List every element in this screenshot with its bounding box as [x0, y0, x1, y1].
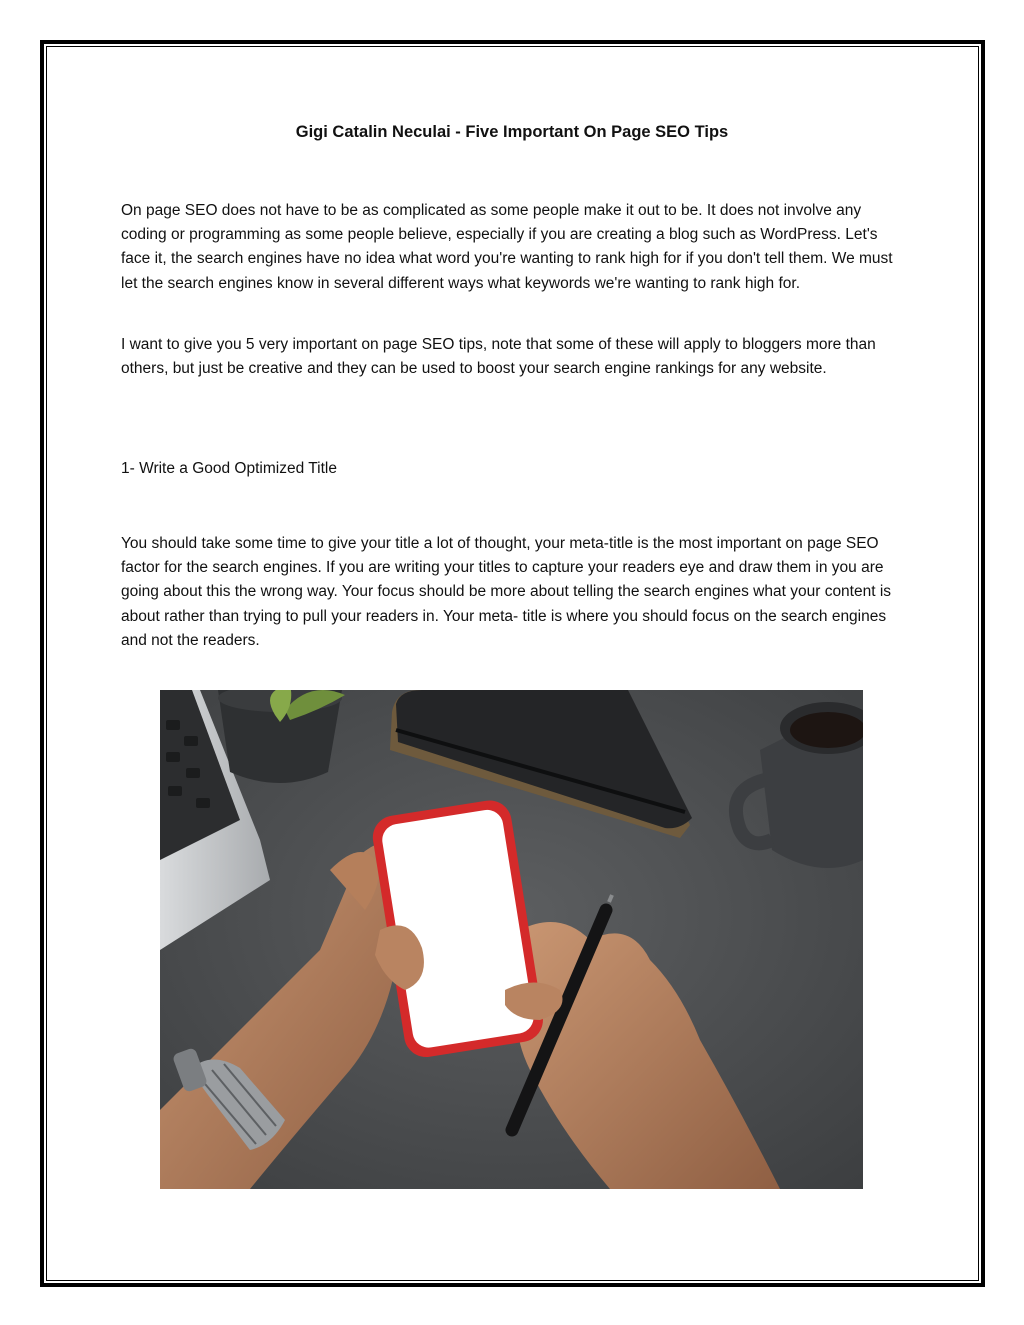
section-heading: 1- Write a Good Optimized Title — [121, 460, 337, 477]
document-title: Gigi Catalin Neculai - Five Important On Page SEO Tips — [295, 123, 729, 141]
phone-in-hands-photo — [160, 690, 863, 1189]
intro-paragraph: On page SEO does not have to be as complicated as some people make it out to be. It does not involve any coding or programming as some people believe, especially if you are creating a blog such as WordPress. Let's face it, the search engines have no idea what word you're wanting to rank high for if you don't tell them. We must let the search engines know in several different ways what keywords we're wanting to rank high for. — [121, 202, 893, 292]
plant-pot-shape — [218, 690, 345, 783]
section-paragraph: You should take some time to give your title a lot of thought, your meta-title is the most important on page SEO factor for the search engines. If you are writing your titles to capture your readers eye and draw them in you are going about this the wrong way. Your focus should be more about telling the search engines what your content is about rather than trying to pull your readers in. Your meta- title is where you should focus on the search engines and not the readers. — [121, 535, 892, 649]
tips-intro-paragraph: I want to give you 5 very important on page SEO tips, note that some of these will apply to bloggers more than others, but just be creative and they can be used to boost your search engine rankings for any website. — [121, 336, 876, 378]
